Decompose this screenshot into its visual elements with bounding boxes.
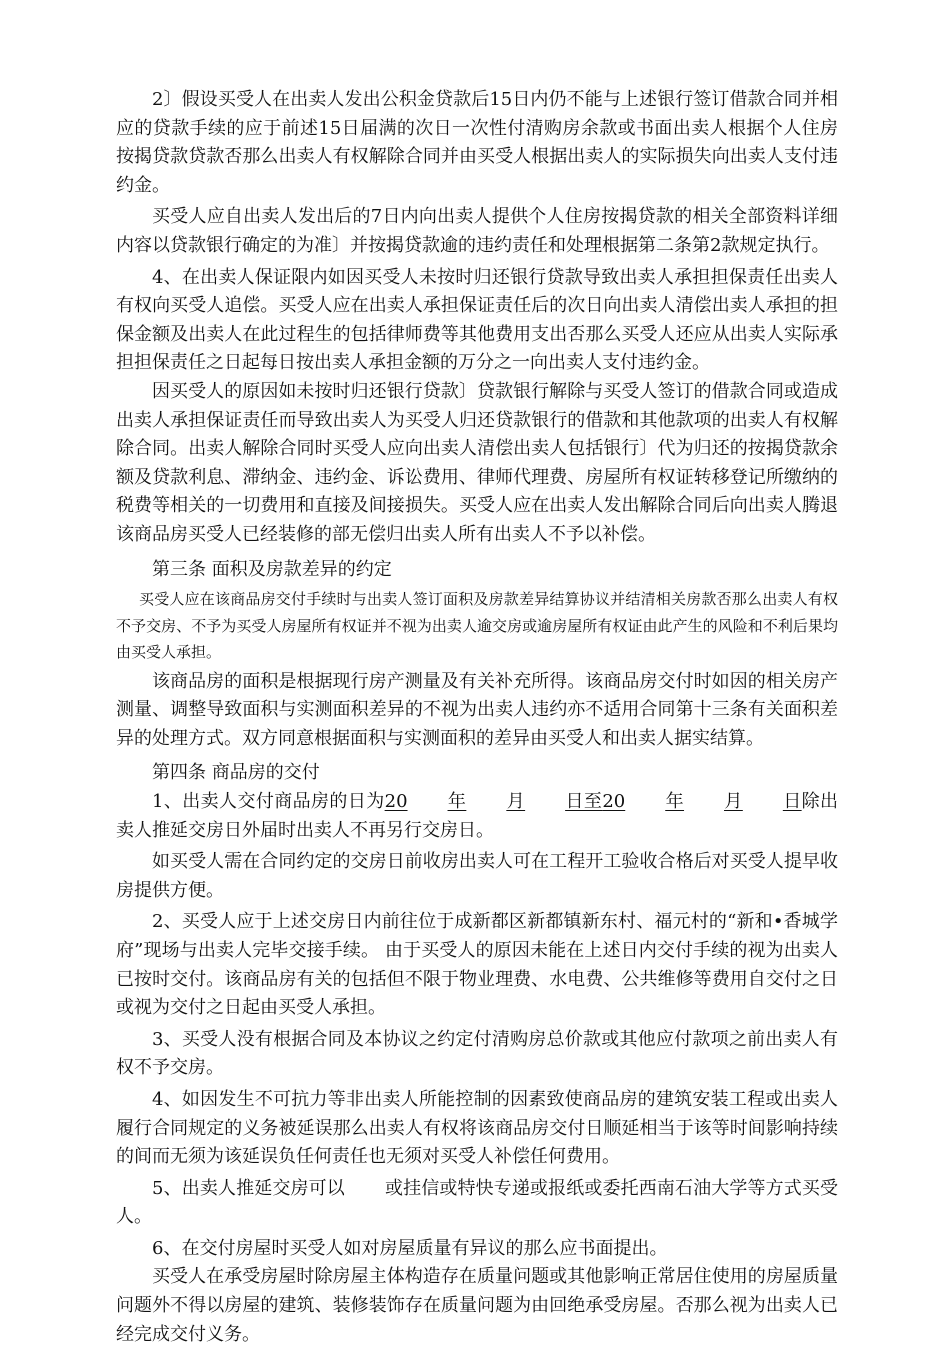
- paragraph-contract-termination: 因买受人的原因如未按时归还银行贷款〕贷款银行解除与买受人签订的借款合同或造成出卖人承担保证责任而导致出卖人为买受人归还贷款银行的借款和其他款项的出卖人有权解除合同。出卖人解除合同时买受人应向出卖人清偿出卖人包括银行〕代为归还的按揭贷款余额及贷款利息、滞纳金、违约金、诉讼费用、律师代理费、房屋所有权证转移登记所缴纳的税费等相关的一切费用和直接及间接损失。买受人应在出卖人发出解除合同后向出卖人腾退该商品房买受人已经装修的部无偿归出卖人所有出卖人不予以补偿。: [116, 380, 838, 545]
- heading-article-4: 第四条 商品房的交付: [152, 762, 320, 784]
- heading-article-3: 第三条 面积及房款差异的约定: [152, 558, 392, 580]
- paragraph-guarantee-recourse: 4、在出卖人保证限内如因买受人未按时归还银行贷款导致出卖人承担担保责任出卖人有权向买受人追偿。买受人应在出卖人承担保证责任后的次日向出卖人清偿出卖人承担的担保金额及出卖人在此过程生的包括律师费等其他费用支出否那么买受人还应从出卖人实际承担担保责任之日起每日按出卖人承担金额的万分之一向出卖人支付违约金。: [116, 266, 838, 374]
- postpone-prefix: 5、出卖人推延交房可以: [152, 1177, 345, 1199]
- start-year: 20: [384, 790, 408, 812]
- paragraph-loan-materials: 买受人应自出卖人发出后的7日内向出卖人提供个人住房按揭贷款的相关全部资料详细内容以贷款银行确定的为准〕并按揭贷款逾的违约责任和处理根据第二条第2款规定执行。: [116, 206, 838, 256]
- paragraph-quality-objection: 6、在交付房屋时买受人如对房屋质量有异议的那么应书面提出。: [152, 1237, 668, 1259]
- end-day-char: 日: [782, 790, 802, 812]
- paragraph-quality-acceptance: 买受人在承受房屋时除房屋主体构造存在质量问题或其他影响正常居住使用的房屋质量问题外不得以房屋的建筑、装修装饰存在质量问题为由回绝承受房屋。否那么视为出卖人已经完成交付义务。: [116, 1266, 838, 1345]
- start-year-char: 年: [447, 790, 467, 812]
- paragraph-loan-failure: 2〕假设买受人在出卖人发出公积金贷款后15日内仍不能与上述银行签订借款合同并相应的贷款手续的应于前述15日届满的次日一次性付清购房余款或书面出卖人根据个人住房按揭贷款贷款否那么出卖人有权解除合同并由买受人根据出卖人的实际损失向出卖人支付违约金。: [116, 89, 838, 196]
- end-month-char: 月: [724, 790, 743, 812]
- paragraph-refuse-delivery: 3、买受人没有根据合同及本协议之约定付清购房总价款或其他应付款项之前出卖人有权不予交房。: [116, 1028, 838, 1079]
- paragraph-early-delivery: 如买受人需在合同约定的交房日前收房出卖人可在工程开工验收合格后对买受人提早收房提供方便。: [116, 851, 838, 901]
- delivery-date-prefix: 1、出卖人交付商品房的日为: [152, 790, 385, 812]
- paragraph-force-majeure: 4、如因发生不可抗力等非出卖人所能控制的因素致使商品房的建筑安装工程或出卖人履行合同规定的义务被延误那么出卖人有权将该商品房交付日顺延相当于该等时间影响持续的间而无须为该延误负任何责任也无须对买受人补偿任何费用。: [116, 1088, 838, 1168]
- paragraph-postpone-notice: [116, 1175, 838, 1232]
- paragraph-delivery-date: [116, 788, 838, 845]
- delivery-date-suffix: 除出卖人推延交房日外届时出卖人不再另行交房日。: [116, 790, 839, 841]
- postpone-suffix: 或挂信或特快专递或报纸或委托西南石油大学等方式买受人。: [116, 1177, 838, 1228]
- document-body: [116, 86, 838, 1349]
- paragraph-handover-procedure: 2、买受人应于上述交房日内前往位于成新都区新都镇新东村、福元村的“新和•香城学府”现场与出卖人完毕交接手续。 由于买受人的原因未能在上述日内交付手续的视为出卖人已按时交付。该商品房有关的包括但不限于物业理费、水电费、公共维修等费用自交付之日或视为交付之日起由买受人承担。: [116, 911, 838, 1019]
- start-day-char: 日至: [565, 790, 603, 812]
- start-month-char: 月: [506, 790, 526, 812]
- end-year: 20: [602, 790, 626, 812]
- end-year-char: 年: [665, 790, 685, 812]
- paragraph-area-settlement: 买受人应在该商品房交付手续时与出卖人签订面积及房款差异结算协议并结清相关房款否那么出卖人有权不予交房、不予为买受人房屋所有权证并不视为出卖人逾交房或逾房屋所有权证由此产生的风险和不利后果均由买受人承担。: [116, 590, 838, 662]
- delivery-date-blank: [385, 791, 802, 812]
- paragraph-area-measurement: 该商品房的面积是根据现行房产测量及有关补充所得。该商品房交付时如因的相关房产测量、调整导致面积与实测面积差异的不视为出卖人违约亦不适用合同第十三条有关面积差异的处理方式。双方同意根据面积与实测面积的差异由买受人和出卖人据实结算。: [116, 670, 838, 749]
